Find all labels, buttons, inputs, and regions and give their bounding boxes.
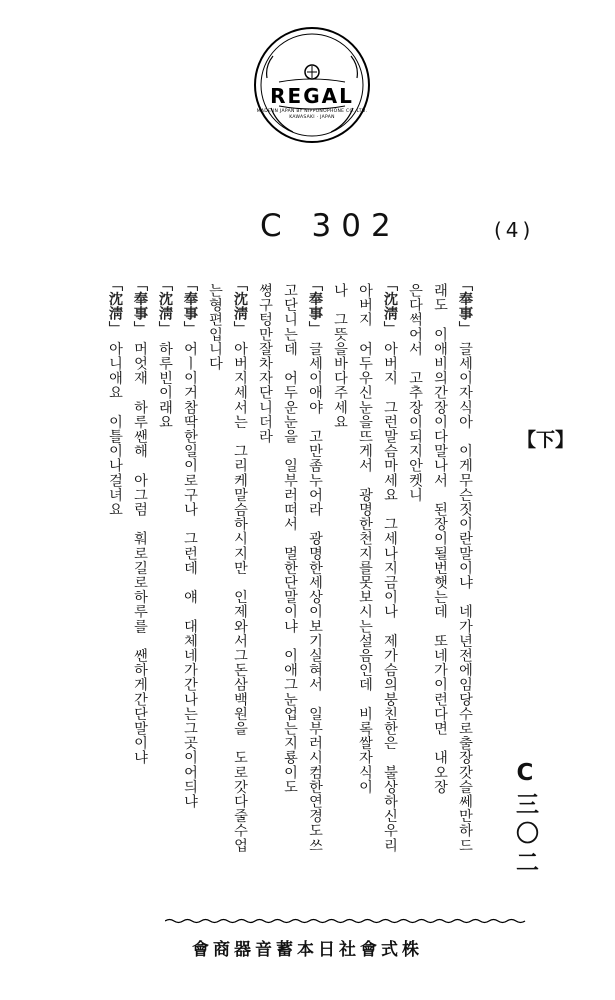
label-line-1: MADE IN JAPAN BY NIPPONOPHONE CO.,LTD. xyxy=(256,109,368,114)
column-text: 은다썩어서 고추장이되지안켓니 xyxy=(407,283,423,502)
wavy-divider xyxy=(165,918,527,924)
speaker-label: 「奉事」 xyxy=(182,277,198,336)
speaker-label: 「沈淸」 xyxy=(382,277,398,336)
column-text: 아버지세서는 그리케말슴하시지만 인제와서그돈삼백원을 도로갓다줄수업 xyxy=(232,341,248,853)
text-column xyxy=(277,277,303,794)
speaker-label: 「沈淸」 xyxy=(232,277,248,336)
speaker-label: 「奉事」 xyxy=(457,277,473,336)
text-column xyxy=(177,277,203,809)
label-line-2: KAWASAKI · JAPAN xyxy=(289,115,335,120)
column-text: 글세이자식아 이게무슨짓이란말이냐 네가년전에임당수로출장갓슬쎄만하드 xyxy=(457,341,473,853)
speaker-label: 「奉事」 xyxy=(307,277,323,336)
text-column xyxy=(127,277,153,765)
regal-label-logo xyxy=(253,26,371,144)
text-column xyxy=(377,277,403,852)
text-column xyxy=(252,277,278,444)
column-text: 어ㅣ이거참딱한일이로구나 그런데 얘 대체네가간나는그곳이어듸냐 xyxy=(182,341,198,809)
text-column xyxy=(227,277,253,852)
column-text: 아버지 어두우신눈을뜨게서 광명한천지를못보시는설음인데 비록쌀자식이 xyxy=(357,283,373,794)
column-text: 아버지 그런말슴마세요 그세나지금이나 제가슴의붕친한은 불상하신우리 xyxy=(382,341,398,853)
column-text: 글세이애야 고만좀누어라 광명한세상이보기실혀서 일부러시컴한연경도쓰 xyxy=(307,341,323,853)
publisher-footer: 會商器音蓄本日社會式株 xyxy=(192,940,423,960)
page-number: (4) xyxy=(494,218,535,242)
side-catalog-number: C三〇二 xyxy=(512,760,538,879)
column-text: 나 그뜻을바다주세요 xyxy=(332,283,348,429)
column-text: 는형편입니다 xyxy=(207,283,223,371)
column-text: 쎵구텅만잘차자단니더라 xyxy=(257,283,273,444)
column-text: 머엇재 하루쌘해 아그럼 훠로길로하루를 쌘하게간단말이냐 xyxy=(132,341,148,765)
column-text: 고단니는데 어두운눈을 일부러떠서 멀한단말이냐 이애그눈업는지룡이도 xyxy=(282,283,298,794)
speaker-label: 「奉事」 xyxy=(132,277,148,336)
side-mark: 【下】 xyxy=(517,429,575,451)
speaker-label: 「沈淸」 xyxy=(157,277,173,336)
column-text: 하루빈이래요 xyxy=(157,341,173,430)
text-column xyxy=(402,277,428,502)
text-column xyxy=(102,277,128,517)
text-column xyxy=(427,277,453,794)
text-column xyxy=(452,277,478,852)
catalog-number: C 302 xyxy=(260,208,401,244)
text-column xyxy=(352,277,378,794)
text-column xyxy=(152,277,178,429)
text-column xyxy=(302,277,328,852)
text-column xyxy=(327,277,353,429)
text-column xyxy=(202,277,228,371)
label-brand: REGAL xyxy=(270,84,354,108)
speaker-label: 「沈淸」 xyxy=(107,277,123,336)
column-text: 래도 이애비의간장이다말나서 된장이될번햇는데 또네가이런다면 내오장 xyxy=(432,283,448,794)
column-text: 아니애요 이틀이나걸녀요 xyxy=(107,341,123,517)
